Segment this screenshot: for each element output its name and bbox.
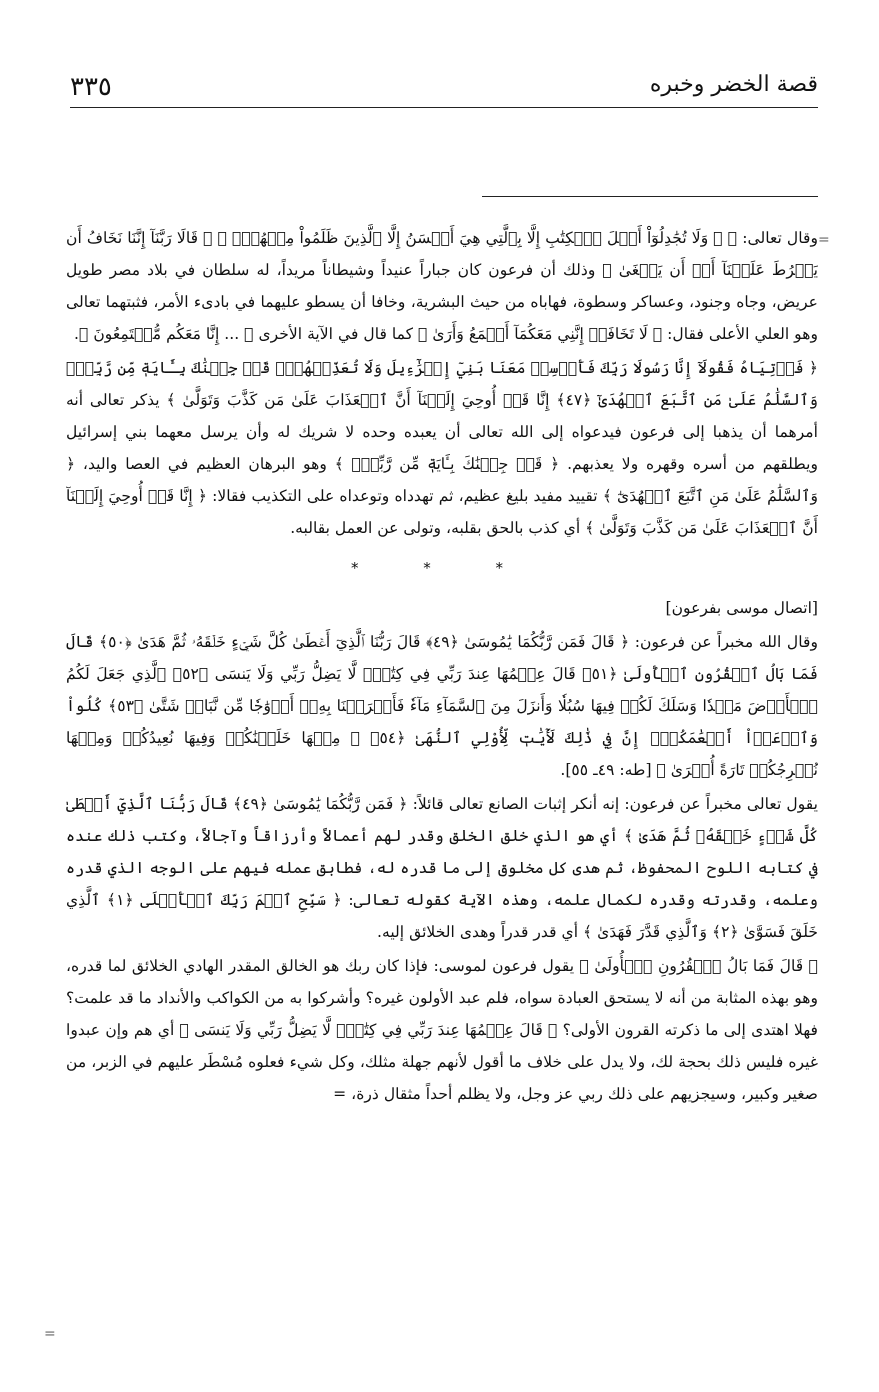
paragraph-3: وقال الله مخبراً عن فرعون: ﴿ قَالَ فَمَن رَّبُّكُمَا يَٰمُوسَىٰ ﴿٤٩﴾ قَالَ رَبُّنَا ٱلَّذِيٓ أَعۡطَىٰ كُلَّ شَيۡءٍ خَلۡقَهُۥ ثُمَّ هَدَىٰ ﴿٥٠﴾ قَالَ فَمَا بَالُ ٱلۡقُرُونِ ٱلۡأُولَىٰ ﴿٥١﴾ قَالَ عِلۡمُهَا عِندَ رَبِّي فِي كِتَٰبٖۖ لَّا يَضِلُّ رَبِّي وَلَا يَنسَى ﴿٥٢﴾ ٱلَّذِي جَعَلَ لَكُمُ ٱلۡأَرۡضَ مَهۡدٗا وَسَلَكَ لَكُمۡ فِيهَا سُبُلٗا وَأَنزَلَ مِنَ ٱلسَّمَآءِ مَآءٗ فَأَخۡرَجۡنَا بِهِۦٓ أَزۡوَٰجٗا مِّن نَّبَاتٖ شَتَّىٰ ﴿٥٣﴾ كُلُواْ وَٱرۡعَوۡاْ أَنۡعَٰمَكُمۡۚ إِنَّ فِي ذَٰلِكَ لَأٓيَٰتٖ لِّأُوْلِي ٱلنُّهَىٰ ﴿٥٤﴾ ۞ مِنۡهَا خَلَقۡنَٰكُمۡ وَفِيهَا نُعِيدُكُمۡ وَمِنۡهَا نُخۡرِجُكُمۡ تَارَةً أُخۡرَىٰ ﴾ [طه: ٤٩ـ ٥٥].: [66, 633, 818, 779]
running-title: قصة الخضر وخبره: [649, 72, 818, 97]
page-number: ٣٣٥: [70, 72, 112, 102]
paragraph-5: ﴿ قَالَ فَمَا بَالُ ٱلۡقُرُونِ ٱلۡأُولَىٰ ﴾ يقول فرعون لموسى: فإذا كان ربك هو الخالق المقدر الهادي الخلائق لما قدره، وهو بهذه المثابة من أنه لا يستحق العبادة سواه، فلم عبد الأولون غيره؟ وأشركوا به من الكواكب والأنداد ما قد علمت؟ فهلا اهتدى إلى ما ذكرته القرون الأولى؟ ﴿ قَالَ عِلۡمُهَا عِندَ رَبِّي فِي كِتَٰبٖۖ لَّا يَضِلُّ رَبِّي وَلَا يَنسَى ﴾ أي هم وإن عبدوا غيره فليس ذلك بحجة لك، ولا يدل على خلاف ما أقول لأنهم جهلة مثلك، وكل شيء فعلوه مُسْطَر عليهم في الزبر، من صغير وكبير، وسيجزيهم على ذلك ربي عز وجل، ولا يظلم أحداً مثقال ذرة، =: [66, 957, 818, 1103]
section-separator: * * *: [350, 559, 534, 577]
paragraph-2: ﴿ فَأۡتِيَاهُ فَقُولَآ إِنَّا رَسُولَا رَبِّكَ فَأَرۡسِلۡ مَعَنَا بَنِيٓ إِسۡرَٰٓءِيلَ وَلَا تُعَذِّبۡهُمۡۖ قَدۡ جِئۡنَٰكَ بِـَٔايَةٖ مِّن رَّبِّكَۖ وَٱلسَّلَٰمُ عَلَىٰ مَنِ ٱتَّبَعَ ٱلۡهُدَىٰٓ ﴿٤٧﴾ إِنَّا قَدۡ أُوحِيَ إِلَيۡنَآ أَنَّ ٱلۡعَذَابَ عَلَىٰ مَن كَذَّبَ وَتَوَلَّىٰ ﴾ يذكر تعالى أنه أمرهما أن يذهبا إلى فرعون فيدعواه إلى الله تعالى أن يعبده وحده لا شريك له وأن يرسل معهما بني إسرائيل ويطلقهم من أسره وقهره ولا يعذبهم. ﴿ قَدۡ جِئۡنَٰكَ بِـَٔايَةٖ مِّن رَّبِّكَۖ ﴾ وهو البرهان العظيم في العصا واليد، ﴿ وَٱلسَّلَٰمُ عَلَىٰ مَنِ ٱتَّبَعَ ٱلۡهُدَىٰٓ ﴾ تقييد مفيد بليغ عظيم، ثم تهدداه وتوعداه على التكذيب فقالا: ﴿ إِنَّا قَدۡ أُوحِيَ إِلَيۡنَآ أَنَّ ٱلۡعَذَابَ عَلَىٰ مَن كَذَّبَ وَتَوَلَّىٰ ﴾ أي كذب بالحق بقلبه، وتولى عن العمل بقالبه.: [66, 359, 818, 537]
footnote-rule: [482, 196, 818, 197]
section-heading: [اتصال موسى بفرعون]: [665, 599, 818, 617]
margin-mark-top: =: [818, 232, 830, 248]
paragraph-1: وقال تعالى: ﴿ ۞ وَلَا تُجَٰدِلُوٓاْ أَهۡلَ ٱلۡكِتَٰبِ إِلَّا بِٱلَّتِي هِيَ أَحۡسَنُ إِلَّا ٱلَّذِينَ ظَلَمُواْ مِنۡهُمۡۖ ﴾ ﴿ قَالَا رَبَّنَآ إِنَّنَا نَخَافُ أَن يَفۡرُطَ عَلَيۡنَآ أَوۡ أَن يَطۡغَىٰ ﴾ وذلك أن فرعون كان جباراً عنيداً وشيطاناً مريداً، له سلطان في بلاد مصر طويل عريض، وجاه وجنود، وعساكر وسطوة، فهاباه من حيث البشرية، وخافا أن يسطو عليهما في بادىء الأمر، فثبتهما تعالى وهو العلي الأعلى فقال: ﴿ لَا تَخَافَآۖ إِنَّنِي مَعَكُمَآ أَسۡمَعُ وَأَرَىٰ ﴾ كما قال في الآية الأخرى ﴿ ... إِنَّا مَعَكُم مُّسۡتَمِعُونَ ﴾.: [66, 229, 818, 343]
margin-mark-bottom: =: [44, 1326, 56, 1342]
paragraph-4: يقول تعالى مخبراً عن فرعون: إنه أنكر إثبات الصانع تعالى قائلاً: ﴿ فَمَن رَّبُّكُمَا يَٰمُوسَىٰ ﴿٤٩﴾ قَالَ رَبُّنَا ٱلَّذِيٓ أَعۡطَىٰ كُلَّ شَيۡءٍ خَلۡقَهُۥ ثُمَّ هَدَىٰ ﴾ أي هو الذي خلق الخلق وقدر لهم أعمالاً وأرزاقاً وآجالاً، وكتب ذلك عنده في كتابه اللوح المحفوظ، ثم هدى كل مخلوق إلى ما قدره له، فطابق عمله فيهم على الوجه الذي قدره وعلمه، وقدرته وقدره لكمال علمه، وهذه الآية كقوله تعالى: ﴿ سَبِّحِ ٱسۡمَ رَبِّكَ ٱلۡأَعۡلَى ﴿١﴾ ٱلَّذِي خَلَقَ فَسَوَّىٰ ﴿٢﴾ وَٱلَّذِي قَدَّرَ فَهَدَىٰ ﴾ أي قدر قدراً وهدى الخلائق إليه.: [66, 795, 818, 941]
page-header: [70, 62, 818, 108]
header-rule: [70, 107, 818, 108]
page-body: [66, 222, 818, 1362]
